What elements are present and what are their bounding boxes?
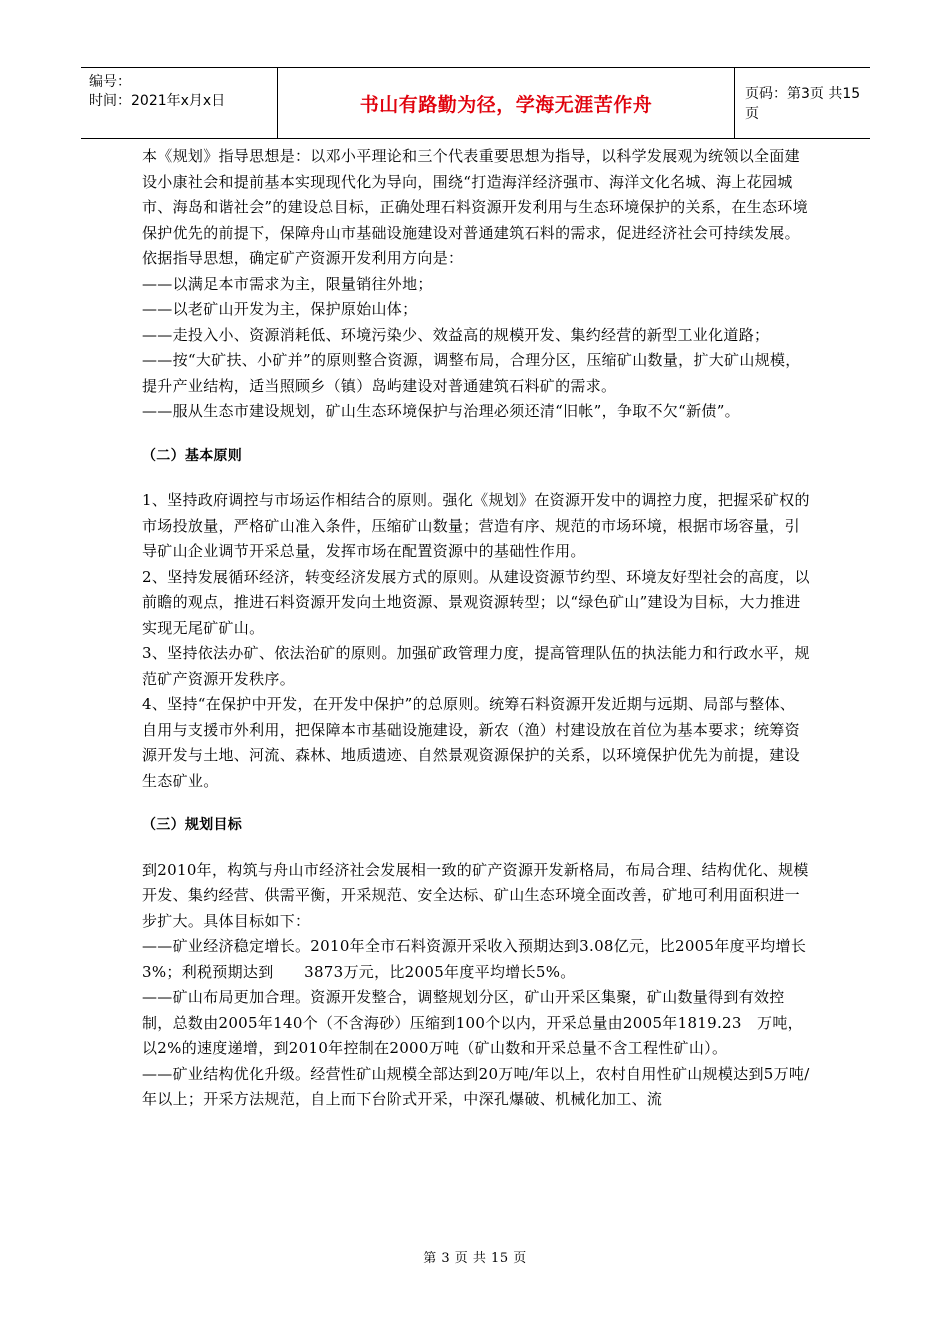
section-heading-goals: （三）规划目标 <box>142 817 243 833</box>
list-item: ——以老矿山开发为主，保护原始山体； <box>142 300 418 318</box>
paragraph: 3、坚持依法办矿、依法治矿的原则。加强矿政管理力度，提高管理队伍的执法能力和行政水平，规范矿产资源开发秩序。 <box>142 644 810 688</box>
list-item: ——按“大矿扶、小矿并”的原则整合资源，调整布局，合理分区，压缩矿山数量，扩大矿山规模，提升产业结构，适当照顾乡（镇）岛屿建设对普通建筑石料矿的需求。 <box>142 351 801 395</box>
page-footer: 第 3 页 共 15 页 <box>423 1251 527 1266</box>
paragraph: 依据指导思想，确定矿产资源开发利用方向是： <box>142 249 464 267</box>
section-heading-principles: （二）基本原则 <box>142 447 243 464</box>
list-item: ——矿山布局更加合理。资源开发整合，调整规划分区，矿山开采区集聚，矿山数量得到有效控制，总数由2005年140个（不含海砂）压缩到100个以内，开采总量由2005年1819.23 万吨，以2%的速度递增，到2010年控制在2000万吨（矿山数和开采总量不含工程性矿山）。 <box>142 988 803 1057</box>
paragraph: 2、坚持发展循环经济，转变经济发展方式的原则。从建设资源节约型、环境友好型社会的高度，以前瞻的观点，推进石料资源开发向土地资源、景观资源转型；以“绿色矿山”建设为目标，大力推进实现无尾矿矿山。 <box>142 567 810 637</box>
paragraph: 本《规划》指导思想是：以邓小平理论和三个代表重要思想为指导，以科学发展观为统领以全面建设小康社会和提前基本实现现代化为导向，围绕“打造海洋经济强市、海洋文化名城、海上花园城市、海岛和谐社会”的建设总目标，正确处理石料资源开发利用与生态环境保护的关系，在生态环境保护优先的前提下，保障舟山市基础设施建设对普通建筑石料的需求，促进经济社会可持续发展。 <box>142 147 808 242</box>
paragraph: 4、坚持“在保护中开发，在开发中保护”的总原则。统筹石料资源开发近期与远期、局部与整体、自用与支援市外利用，把保障本市基础设施建设，新农（渔）村建设放在首位为基本要求；统筹资源开发与土地、河流、森林、地质遗迹、自然景观资源保护的关系，以环境保护优先为前提，建设生态矿业。 <box>142 695 800 790</box>
list-item: ——矿业结构优化升级。经营性矿山规模全部达到20万吨/年以上，农村自用性矿山规模达到5万吨/年以上；开采方法规范，自上而下台阶式开采，中深孔爆破、机械化加工、流 <box>142 1064 810 1108</box>
header-meta <box>81 68 277 138</box>
header-page-number: 页码：第3页 共15页 <box>745 86 861 122</box>
paragraph: 1、坚持政府调控与市场运作相结合的原则。强化《规划》在资源开发中的调控力度，把握采矿权的市场投放量，严格矿山准入条件，压缩矿山数量；营造有序、规范的市场环境，根据市场容量，引导矿山企业调节开采总量，发挥市场在配置资源中的基础性作用。 <box>142 491 810 560</box>
page-header <box>81 67 870 139</box>
header-motto-cell <box>277 68 735 138</box>
list-item: ——以满足本市需求为主，限量销往外地； <box>142 274 433 293</box>
paragraph: 到2010年，构筑与舟山市经济社会发展相一致的矿产资源开发新格局，布局合理、结构优化、规模开发、集约经营、供需平衡，开采规范、安全达标、矿山生态环境全面改善，矿地可利用面积进一步扩大。具体目标如下： <box>142 860 809 930</box>
document-time-label: 时间：2021年x月x日 <box>89 93 226 109</box>
list-item: ——服从生态市建设规划，矿山生态环境保护与治理必须还清“旧帐”，争取不欠“新债”。 <box>142 402 740 420</box>
header-motto: 书山有路勤为径，学海无涯苦作舟 <box>359 93 653 116</box>
list-item: ——矿业经济稳定增长。2010年全市石料资源开采收入预期达到3.08亿元，比2005年度平均增长3%；利税预期达到 3873万元，比2005年度平均增长5%。 <box>142 937 807 981</box>
list-item: ——走投入小、资源消耗低、环境污染少、效益高的规模开发、集约经营的新型工业化道路； <box>142 325 770 344</box>
document-number-label: 编号： <box>89 74 131 90</box>
document-body <box>142 144 810 1113</box>
